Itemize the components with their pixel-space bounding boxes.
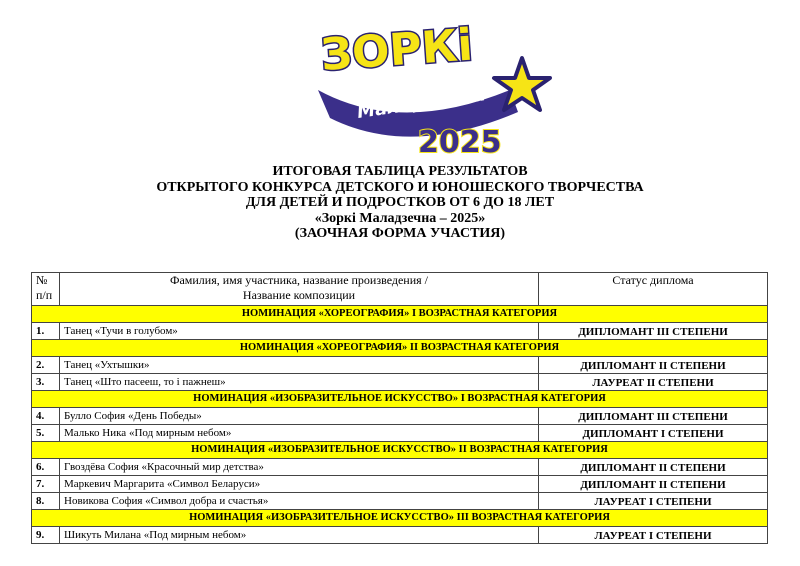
row-name: Танец «Тучи в голубом» xyxy=(60,323,539,340)
row-num: 7. xyxy=(32,476,60,493)
table-row xyxy=(32,527,768,544)
row-name: Танец «Што пасееш, то і пажнеш» xyxy=(60,374,539,391)
row-num: 1. xyxy=(32,323,60,340)
table-header-row xyxy=(32,273,768,306)
title-line-3: ДЛЯ ДЕТЕЙ И ПОДРОСТКОВ ОТ 6 ДО 18 ЛЕТ xyxy=(245,195,555,211)
nomination-label: НОМИНАЦИЯ «ХОРЕОГРАФИЯ» II ВОЗРАСТНАЯ КАТЕГОРИЯ xyxy=(32,340,768,357)
title-line-4: «Зоркі Маладзечна – 2025» xyxy=(314,210,486,226)
row-status: ДИПЛОМАНТ III СТЕПЕНИ xyxy=(539,323,768,340)
header-num xyxy=(32,273,60,306)
table-row xyxy=(32,357,768,374)
row-num: 2. xyxy=(32,357,60,374)
nomination-label: НОМИНАЦИЯ «ХОРЕОГРАФИЯ» I ВОЗРАСТНАЯ КАТЕГОРИЯ xyxy=(32,306,768,323)
header-num-line-1: № xyxy=(36,273,48,287)
header-name-line-1: Фамилия, имя участника, название произведения / xyxy=(169,273,428,287)
header-name xyxy=(60,273,539,306)
festival-logo xyxy=(300,20,560,160)
header-status-label: Статус диплома xyxy=(612,273,694,287)
table-row xyxy=(32,374,768,391)
nomination-row xyxy=(32,442,768,459)
row-status: ЛАУРЕАТ I СТЕПЕНИ xyxy=(539,527,768,544)
table-body xyxy=(32,306,768,544)
row-status: ДИПЛОМАНТ II СТЕПЕНИ xyxy=(539,357,768,374)
festival-logo-graphic xyxy=(300,20,560,160)
nomination-row xyxy=(32,510,768,527)
row-status: ДИПЛОМАНТ I СТЕПЕНИ xyxy=(539,425,768,442)
row-num: 6. xyxy=(32,459,60,476)
header-status xyxy=(539,273,768,306)
row-num: 8. xyxy=(32,493,60,510)
row-num: 5. xyxy=(32,425,60,442)
title-line-5: (ЗАОЧНАЯ ФОРМА УЧАСТИЯ) xyxy=(294,226,506,242)
nomination-label: НОМИНАЦИЯ «ИЗОБРАЗИТЕЛЬНОЕ ИСКУССТВО» II ВОЗРАСТНАЯ КАТЕГОРИЯ xyxy=(32,442,768,459)
row-num: 3. xyxy=(32,374,60,391)
table-row xyxy=(32,476,768,493)
row-name: Малько Ника «Под мирным небом» xyxy=(60,425,539,442)
nomination-row xyxy=(32,340,768,357)
results-table xyxy=(31,272,768,544)
row-name: Маркевич Маргарита «Символ Беларуси» xyxy=(60,476,539,493)
row-name: Гвоздёва София «Красочный мир детства» xyxy=(60,459,539,476)
table-row xyxy=(32,493,768,510)
document-title-block xyxy=(0,164,800,242)
table-row xyxy=(32,459,768,476)
row-name: Булло София «День Победы» xyxy=(60,408,539,425)
nomination-label: НОМИНАЦИЯ «ИЗОБРАЗИТЕЛЬНОЕ ИСКУССТВО» I ВОЗРАСТНАЯ КАТЕГОРИЯ xyxy=(32,391,768,408)
title-line-2: ОТКРЫТОГО КОНКУРСА ДЕТСКОГО И ЮНОШЕСКОГО ТВОРЧЕСТВА xyxy=(156,179,644,195)
table-row xyxy=(32,408,768,425)
table-row xyxy=(32,425,768,442)
logo-subtitle: Маладзечна xyxy=(355,84,487,123)
row-num: 4. xyxy=(32,408,60,425)
row-status: ЛАУРЕАТ II СТЕПЕНИ xyxy=(539,374,768,391)
row-status: ДИПЛОМАНТ II СТЕПЕНИ xyxy=(539,476,768,493)
header-num-line-2: п/п xyxy=(36,288,53,302)
row-status: ДИПЛОМАНТ III СТЕПЕНИ xyxy=(539,408,768,425)
nomination-label: НОМИНАЦИЯ «ИЗОБРАЗИТЕЛЬНОЕ ИСКУССТВО» III ВОЗРАСТНАЯ КАТЕГОРИЯ xyxy=(32,510,768,527)
nomination-row xyxy=(32,391,768,408)
row-num: 9. xyxy=(32,527,60,544)
logo-word: ЗОРКі xyxy=(319,20,475,81)
table-row xyxy=(32,323,768,340)
header-name-line-2: Название композиции xyxy=(242,288,356,302)
row-name: Танец «Ухтышки» xyxy=(60,357,539,374)
logo-year: 2025 xyxy=(418,125,502,160)
row-status: ЛАУРЕАТ I СТЕПЕНИ xyxy=(539,493,768,510)
row-name: Новикова София «Символ добра и счастья» xyxy=(60,493,539,510)
row-name: Шикуть Милана «Под мирным небом» xyxy=(60,527,539,544)
nomination-row xyxy=(32,306,768,323)
row-status: ДИПЛОМАНТ II СТЕПЕНИ xyxy=(539,459,768,476)
title-line-1: ИТОГОВАЯ ТАБЛИЦА РЕЗУЛЬТАТОВ xyxy=(272,164,528,179)
